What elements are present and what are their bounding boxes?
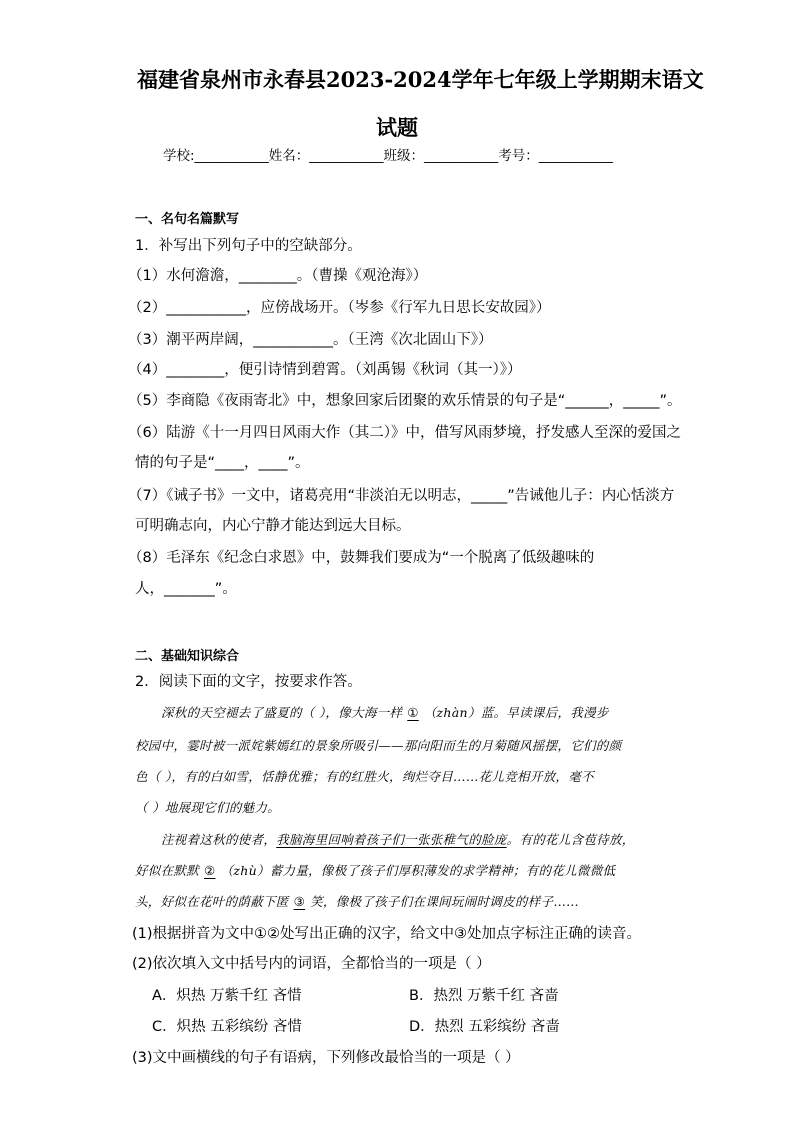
passage-text: 注视着这秋的使者， <box>161 832 277 847</box>
question2-stem: 2．阅读下面的文字，按要求作答。 <box>135 674 362 690</box>
option-b: B．热烈 万紫千红 吝啬 <box>409 988 559 1004</box>
passage-text: 深秋的天空褪去了盛夏的（ ），像大海一样 <box>161 705 403 720</box>
question1-stem: 1．补写出下列句子中的空缺部分。 <box>135 238 362 254</box>
passage-text: 好似在默默 <box>135 863 200 878</box>
q1-item-7a: （7）《诫子书》一文中，诸葛亮用“非淡泊无以明志，_____”告诫他儿子：内心恬淡方 <box>128 488 675 504</box>
q1-item-1: （1）水何澹澹，________。（曹操《观沧海》） <box>128 268 428 284</box>
section2-heading: 二、基础知识综合 <box>135 649 240 664</box>
section1-heading: 一、名句名篇默写 <box>135 212 240 227</box>
passage-text: （zhù）蓄力量，像极了孩子们厚积薄发的求学精神；有的花儿微微低 <box>220 863 616 878</box>
passage-p1-line2: 校园中，霎时被一派姹紫嫣红的景象所吸引——那向阳而生的月菊随风摇摆，它们的颜 <box>135 738 622 753</box>
passage-p1-line3: 色（ ），有的白如雪，恬静优雅；有的红胜火，绚烂夺目……花儿竞相开放，毫不 <box>135 769 594 784</box>
option-a: A．炽热 万紫千红 吝惜 <box>152 988 302 1004</box>
q1-item-3: （3）潮平两岸阔，___________。（王湾《次北固山下》） <box>128 332 493 348</box>
blank-mark-2: ② <box>204 863 216 878</box>
underlined-sentence: 我脑海里回响着孩子们一张张稚气的脸庞 <box>276 832 507 847</box>
q1-item-8a: （8）毛泽东《纪念白求恩》中，鼓舞我们要成为“一个脱离了低级趣味的 <box>128 550 595 566</box>
page-title-line1: 福建省泉州市永春县2023-2024学年七年级上学期期末语文 <box>137 67 704 92</box>
option-c: C．炽热 五彩缤纷 吝惜 <box>152 1019 302 1035</box>
option-d: D．热烈 五彩缤纷 吝啬 <box>409 1019 560 1035</box>
q1-item-5: （5）李商隐《夜雨寄北》中，想象回家后团聚的欢乐情景的句子是“______，_____”。 <box>128 393 682 409</box>
passage-text: 笑，像极了孩子们在课间玩闹时调皮的样子…… <box>310 894 579 909</box>
q1-item-6b: 情的句子是“____，____”。 <box>135 455 310 471</box>
q1-item-7b: 可明确志向，内心宁静才能达到远大目标。 <box>135 518 411 534</box>
subquestion-2: (2)依次填入文中括号内的词语，全都恰当的一项是（ ） <box>132 956 491 972</box>
subquestion-1: (1)根据拼音为文中①②处写出正确的汉字，给文中③处加点字标注正确的读音。 <box>132 926 642 942</box>
blank-mark-1: ① <box>407 705 419 720</box>
passage-p2-line2 <box>135 861 615 879</box>
passage-p1-line4: （ ）地展现它们的魅力。 <box>135 800 281 815</box>
passage-text: 。有的花儿含苞待放， <box>506 832 635 847</box>
passage-p2-line3 <box>135 892 579 910</box>
page-title-line2: 试题 <box>376 115 418 140</box>
passage-p1-line1 <box>161 703 609 721</box>
q1-item-6a: （6）陆游《十一月四日风雨大作（其二）》中，借写风雨梦境，抒发感人至深的爱国之 <box>128 425 681 441</box>
passage-p2-line1 <box>161 830 635 848</box>
passage-text: 头，好似在花叶的荫蔽下匿 <box>135 894 289 909</box>
student-info-line: 学校:___________姓名：___________班级：___________考号：___________ <box>163 148 614 164</box>
q1-item-8b: 人，_______”。 <box>135 581 237 597</box>
q1-item-2: （2）___________，应傍战场开。（岑参《行军九日思长安故园》） <box>128 300 551 316</box>
subquestion-3: (3)文中画横线的句子有语病，下列修改最恰当的一项是（ ） <box>132 1050 520 1066</box>
blank-mark-3: ③ <box>293 894 306 909</box>
q1-item-4: （4）________，便引诗情到碧霄。（刘禹锡《秋词（其一）》） <box>128 362 522 378</box>
passage-text: （zhàn）蓝。早读课后，我漫步 <box>423 705 609 720</box>
